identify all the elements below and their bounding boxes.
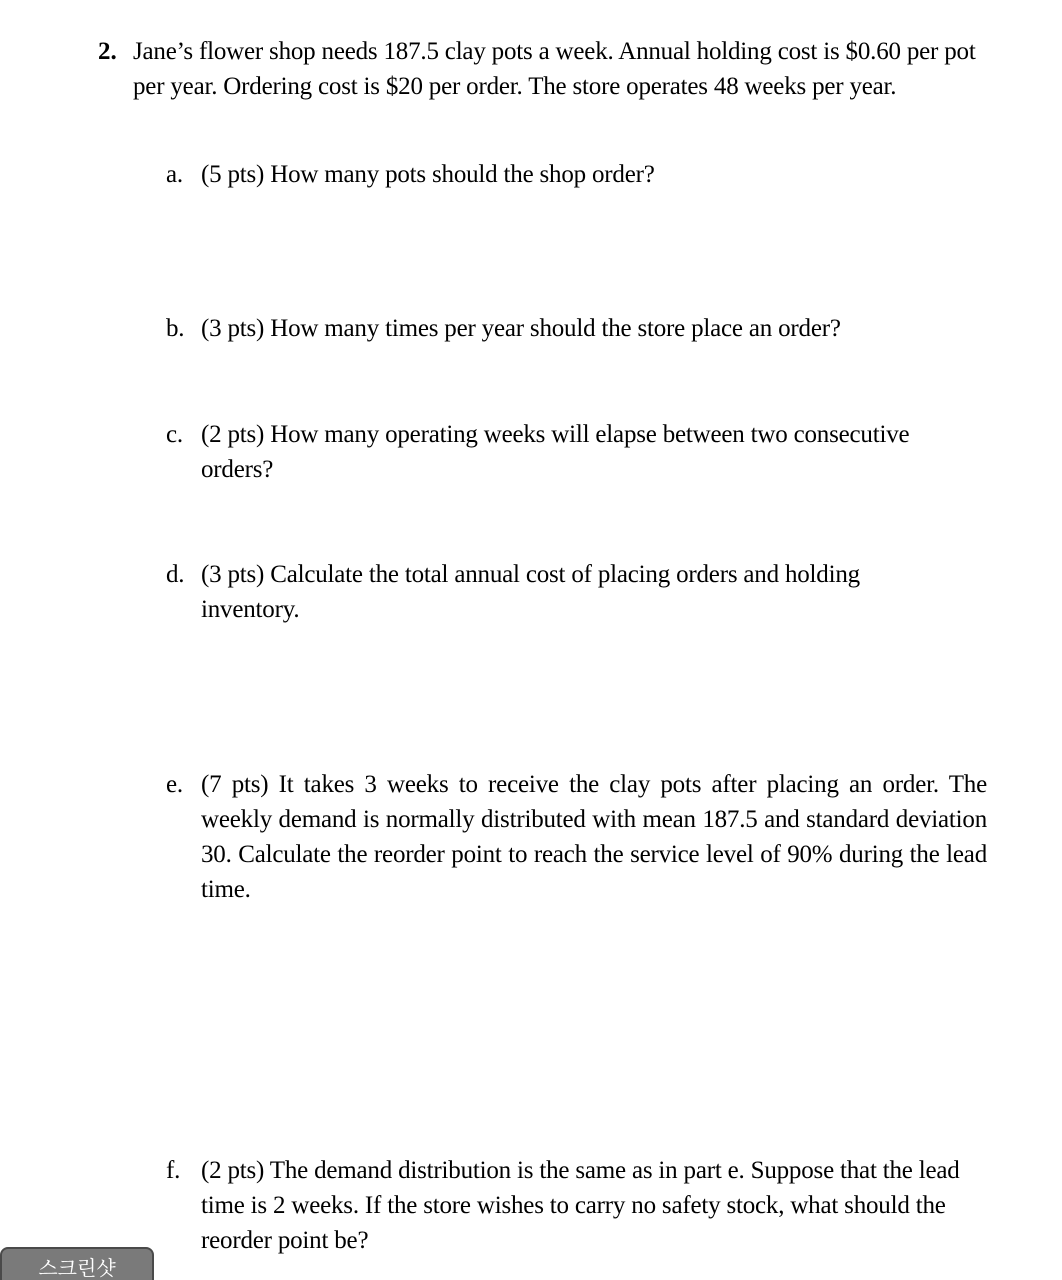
part-letter: f. [166,1157,181,1184]
screenshot-tab-button[interactable]: 스크린샷 [0,1247,154,1280]
part-text: (5 pts) How many pots should the shop order? [201,161,655,188]
part-letter: a. [166,161,183,188]
part-text: (3 pts) How many times per year should the store place an order? [201,315,841,342]
problem-number: 2. [98,38,117,65]
part-text: (2 pts) How many operating weeks will elapse between two consecutive orders? [201,421,910,483]
part-d [166,557,988,627]
part-text: (7 pts) It takes 3 weeks to receive the clay pots after placing an order. The weekly demand is normally distributed with mean 187.5 and standard deviation 30. Calculate the reorder point to reach the service level of 90% during the lead time. [201,771,987,903]
part-f [166,1153,988,1258]
part-letter: d. [166,561,185,588]
problem-statement: Jane’s flower shop needs 187.5 clay pots a week. Annual holding cost is $0.60 per pot per year. Ordering cost is $20 per order. The store operates 48 weeks per year. [133,38,976,100]
part-c [166,417,988,487]
part-letter: e. [166,771,183,798]
part-text: (2 pts) The demand distribution is the same as in part e. Suppose that the lead time is 2 weeks. If the store wishes to carry no safety stock, what should the reorder point be? [201,1157,960,1254]
part-e [166,767,988,907]
part-text: (3 pts) Calculate the total annual cost of placing orders and holding inventory. [201,561,860,623]
part-letter: b. [166,315,185,342]
part-letter: c. [166,421,183,448]
part-b [166,311,988,346]
part-a [166,157,988,192]
